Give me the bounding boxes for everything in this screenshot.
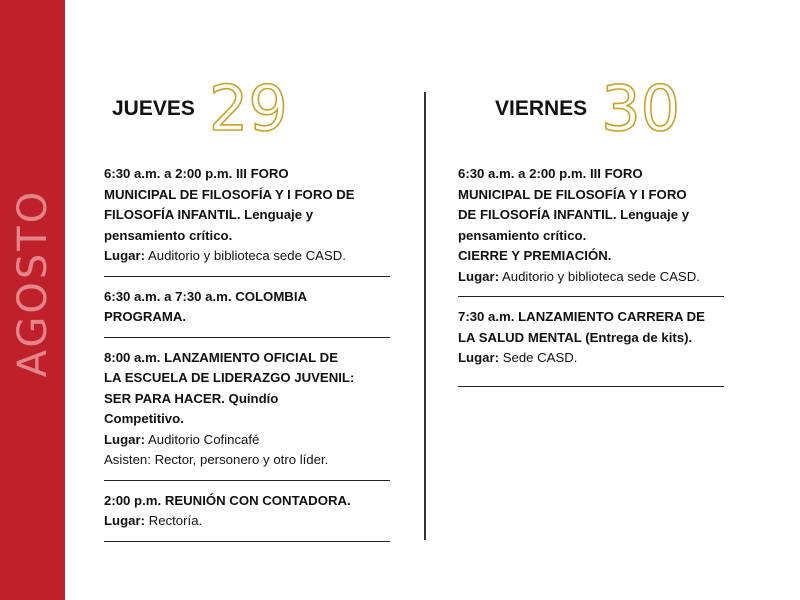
day-header-thursday <box>112 72 288 145</box>
location-value: Sede CASD. <box>499 350 578 365</box>
event-title-line: MUNICIPAL DE FILOSOFÍA Y I FORO DE <box>104 186 355 202</box>
event-item <box>104 491 390 542</box>
event-location <box>458 267 724 288</box>
location-label: Lugar: <box>104 513 146 528</box>
day-name: VIERNES <box>495 97 588 120</box>
location-value: Auditorio y biblioteca sede CASD. <box>499 268 700 284</box>
event-title-line: 2:00 p.m. REUNIÓN CON CONTADORA. <box>104 492 351 508</box>
event-title-line: LA ESCUELA DE LIDERAZGO JUVENIL: <box>104 370 355 385</box>
event-location <box>104 246 390 267</box>
event-location <box>458 348 724 369</box>
event-spacer <box>458 369 724 377</box>
event-title-line: pensamiento crítico. <box>458 227 587 243</box>
day-number: 30 <box>601 72 681 145</box>
event-location <box>104 430 390 451</box>
event-title-line: pensamiento crítico. <box>104 227 233 243</box>
location-label: Lugar: <box>104 431 146 447</box>
day-number: 29 <box>208 72 288 145</box>
event-title-line: Competitivo. <box>104 411 184 426</box>
event-title-line: 6:30 a.m. a 2:00 p.m. III FORO <box>104 166 289 181</box>
location-value: Auditorio y biblioteca sede CASD. <box>145 248 346 263</box>
location-label: Lugar: <box>458 350 500 365</box>
month-label: AGOSTO <box>10 188 56 378</box>
day-header-friday <box>495 72 681 145</box>
event-title-line: PROGRAMA. <box>104 309 187 324</box>
event-item <box>458 164 724 297</box>
event-title-line: 7:30 a.m. LANZAMIENTO CARRERA DE <box>458 309 705 324</box>
event-item <box>104 348 390 481</box>
column-divider <box>424 92 426 540</box>
event-title-line: SER PARA HACER. Quindío <box>104 390 279 406</box>
event-title-line: FILOSOFÍA INFANTIL. Lenguaje y <box>104 207 314 222</box>
event-attendees: Asisten: Rector, personero y otro líder. <box>104 452 329 467</box>
month-sidebar <box>0 0 65 600</box>
event-title-line: LA SALUD MENTAL (Entrega de kits). <box>458 329 693 345</box>
location-value: Auditorio Cofincafé <box>145 431 260 447</box>
event-title-line: 8:00 a.m. LANZAMIENTO OFICIAL DE <box>104 349 338 365</box>
event-title-line: CIERRE Y PREMIACIÓN. <box>458 248 612 263</box>
schedule-column-thursday <box>104 164 390 552</box>
event-item <box>104 287 390 338</box>
location-label: Lugar: <box>104 248 146 263</box>
day-name: JUEVES <box>112 97 195 120</box>
event-title-line: 6:30 a.m. a 2:00 p.m. III FORO <box>458 166 643 181</box>
location-value: Rectoría. <box>145 513 203 528</box>
schedule-column-friday <box>458 164 724 397</box>
event-location <box>104 511 390 532</box>
event-title-line: 6:30 a.m. a 7:30 a.m. COLOMBIA <box>104 288 308 304</box>
event-item <box>458 307 724 387</box>
event-item <box>104 164 390 277</box>
event-title-line: DE FILOSOFÍA INFANTIL. Lenguaje y <box>458 207 690 222</box>
event-title-line: MUNICIPAL DE FILOSOFÍA Y I FORO <box>458 186 687 202</box>
location-label: Lugar: <box>458 268 500 284</box>
